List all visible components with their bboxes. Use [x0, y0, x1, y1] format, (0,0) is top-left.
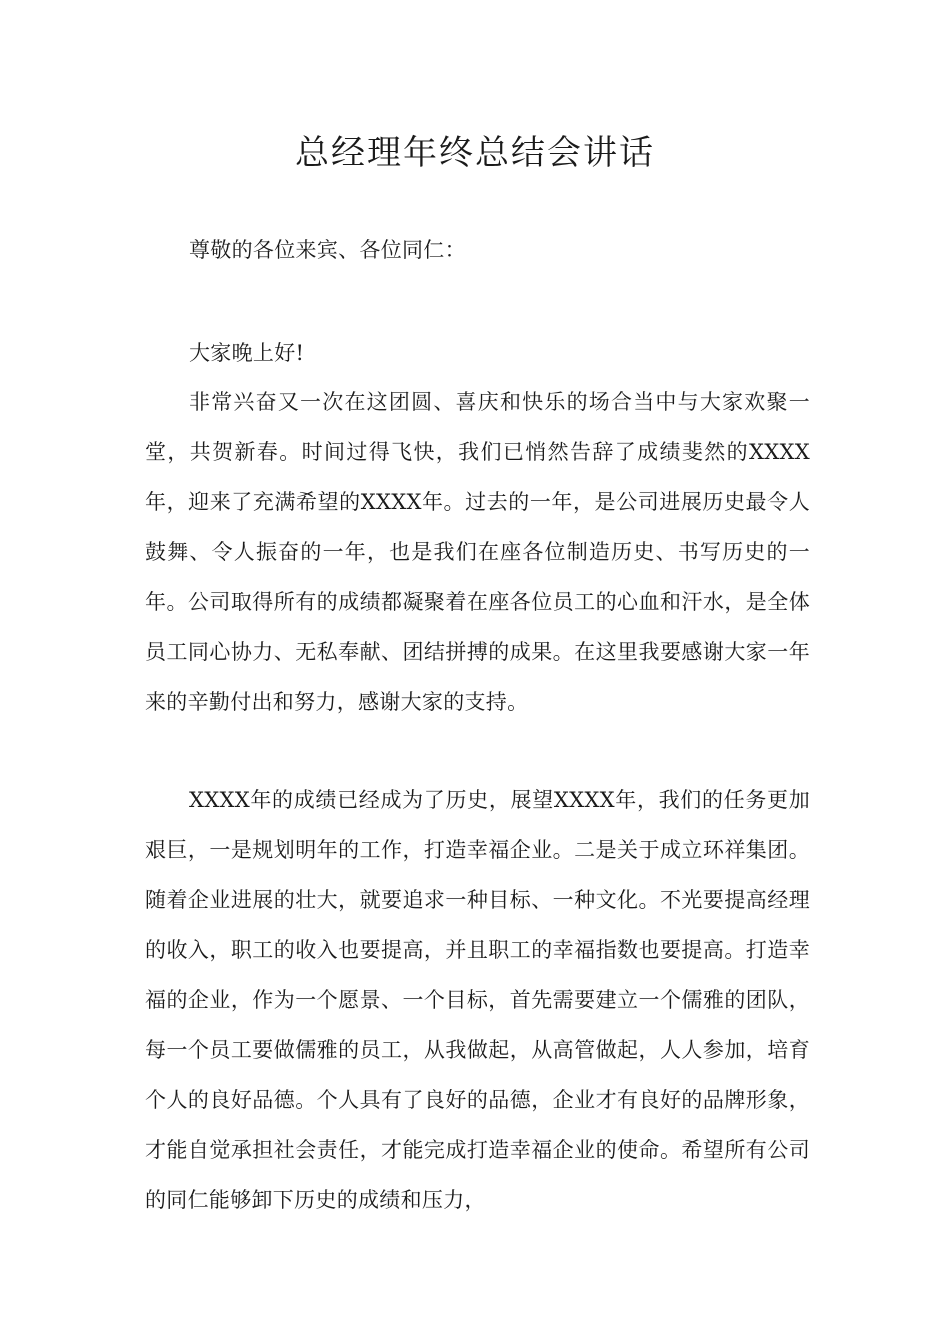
- greeting-line: 大家晚上好!: [189, 341, 305, 365]
- document-title: 总经理年终总结会讲话: [295, 133, 655, 173]
- paragraph-1: 非常兴奋又一次在这团圆、喜庆和快乐的场合当中与大家欢聚一堂，共贺新春。时间过得飞快，我们已悄然告辞了成绩斐然的XXXX年，迎来了充满希望的XXXX年。过去的一年，是公司进展历史最令人鼓舞、令人振奋的一年，也是我们在座各位制造历史、书写历史的一年。公司取得所有的成绩都凝聚着在座各位员工的心血和汗水，是全体员工同心协力、无私奉献、团结拼搏的成果。在这里我要感谢大家一年来的辛勤付出和努力，感谢大家的支持。: [145, 390, 810, 714]
- paragraph-2: XXXX年的成绩已经成为了历史，展望XXXX年，我们的任务更加艰巨，一是规划明年的工作，打造幸福企业。二是关于成立环祥集团。随着企业进展的壮大，就要追求一种目标、一种文化。不光要提高经理的收入，职工的收入也要提高，并且职工的幸福指数也要提高。打造幸福的企业，作为一个愿景、一个目标，首先需要建立一个儒雅的团队，每一个员工要做儒雅的员工，从我做起，从高管做起，人人参加，培育个人的良好品德。个人具有了良好的品德，企业才有良好的品牌形象，才能自觉承担社会责任，才能完成打造幸福企业的使命。希望所有公司的同仁能够卸下历史的成绩和压力，: [145, 788, 810, 1212]
- salutation-line: 尊敬的各位来宾、各位同仁：: [189, 238, 466, 262]
